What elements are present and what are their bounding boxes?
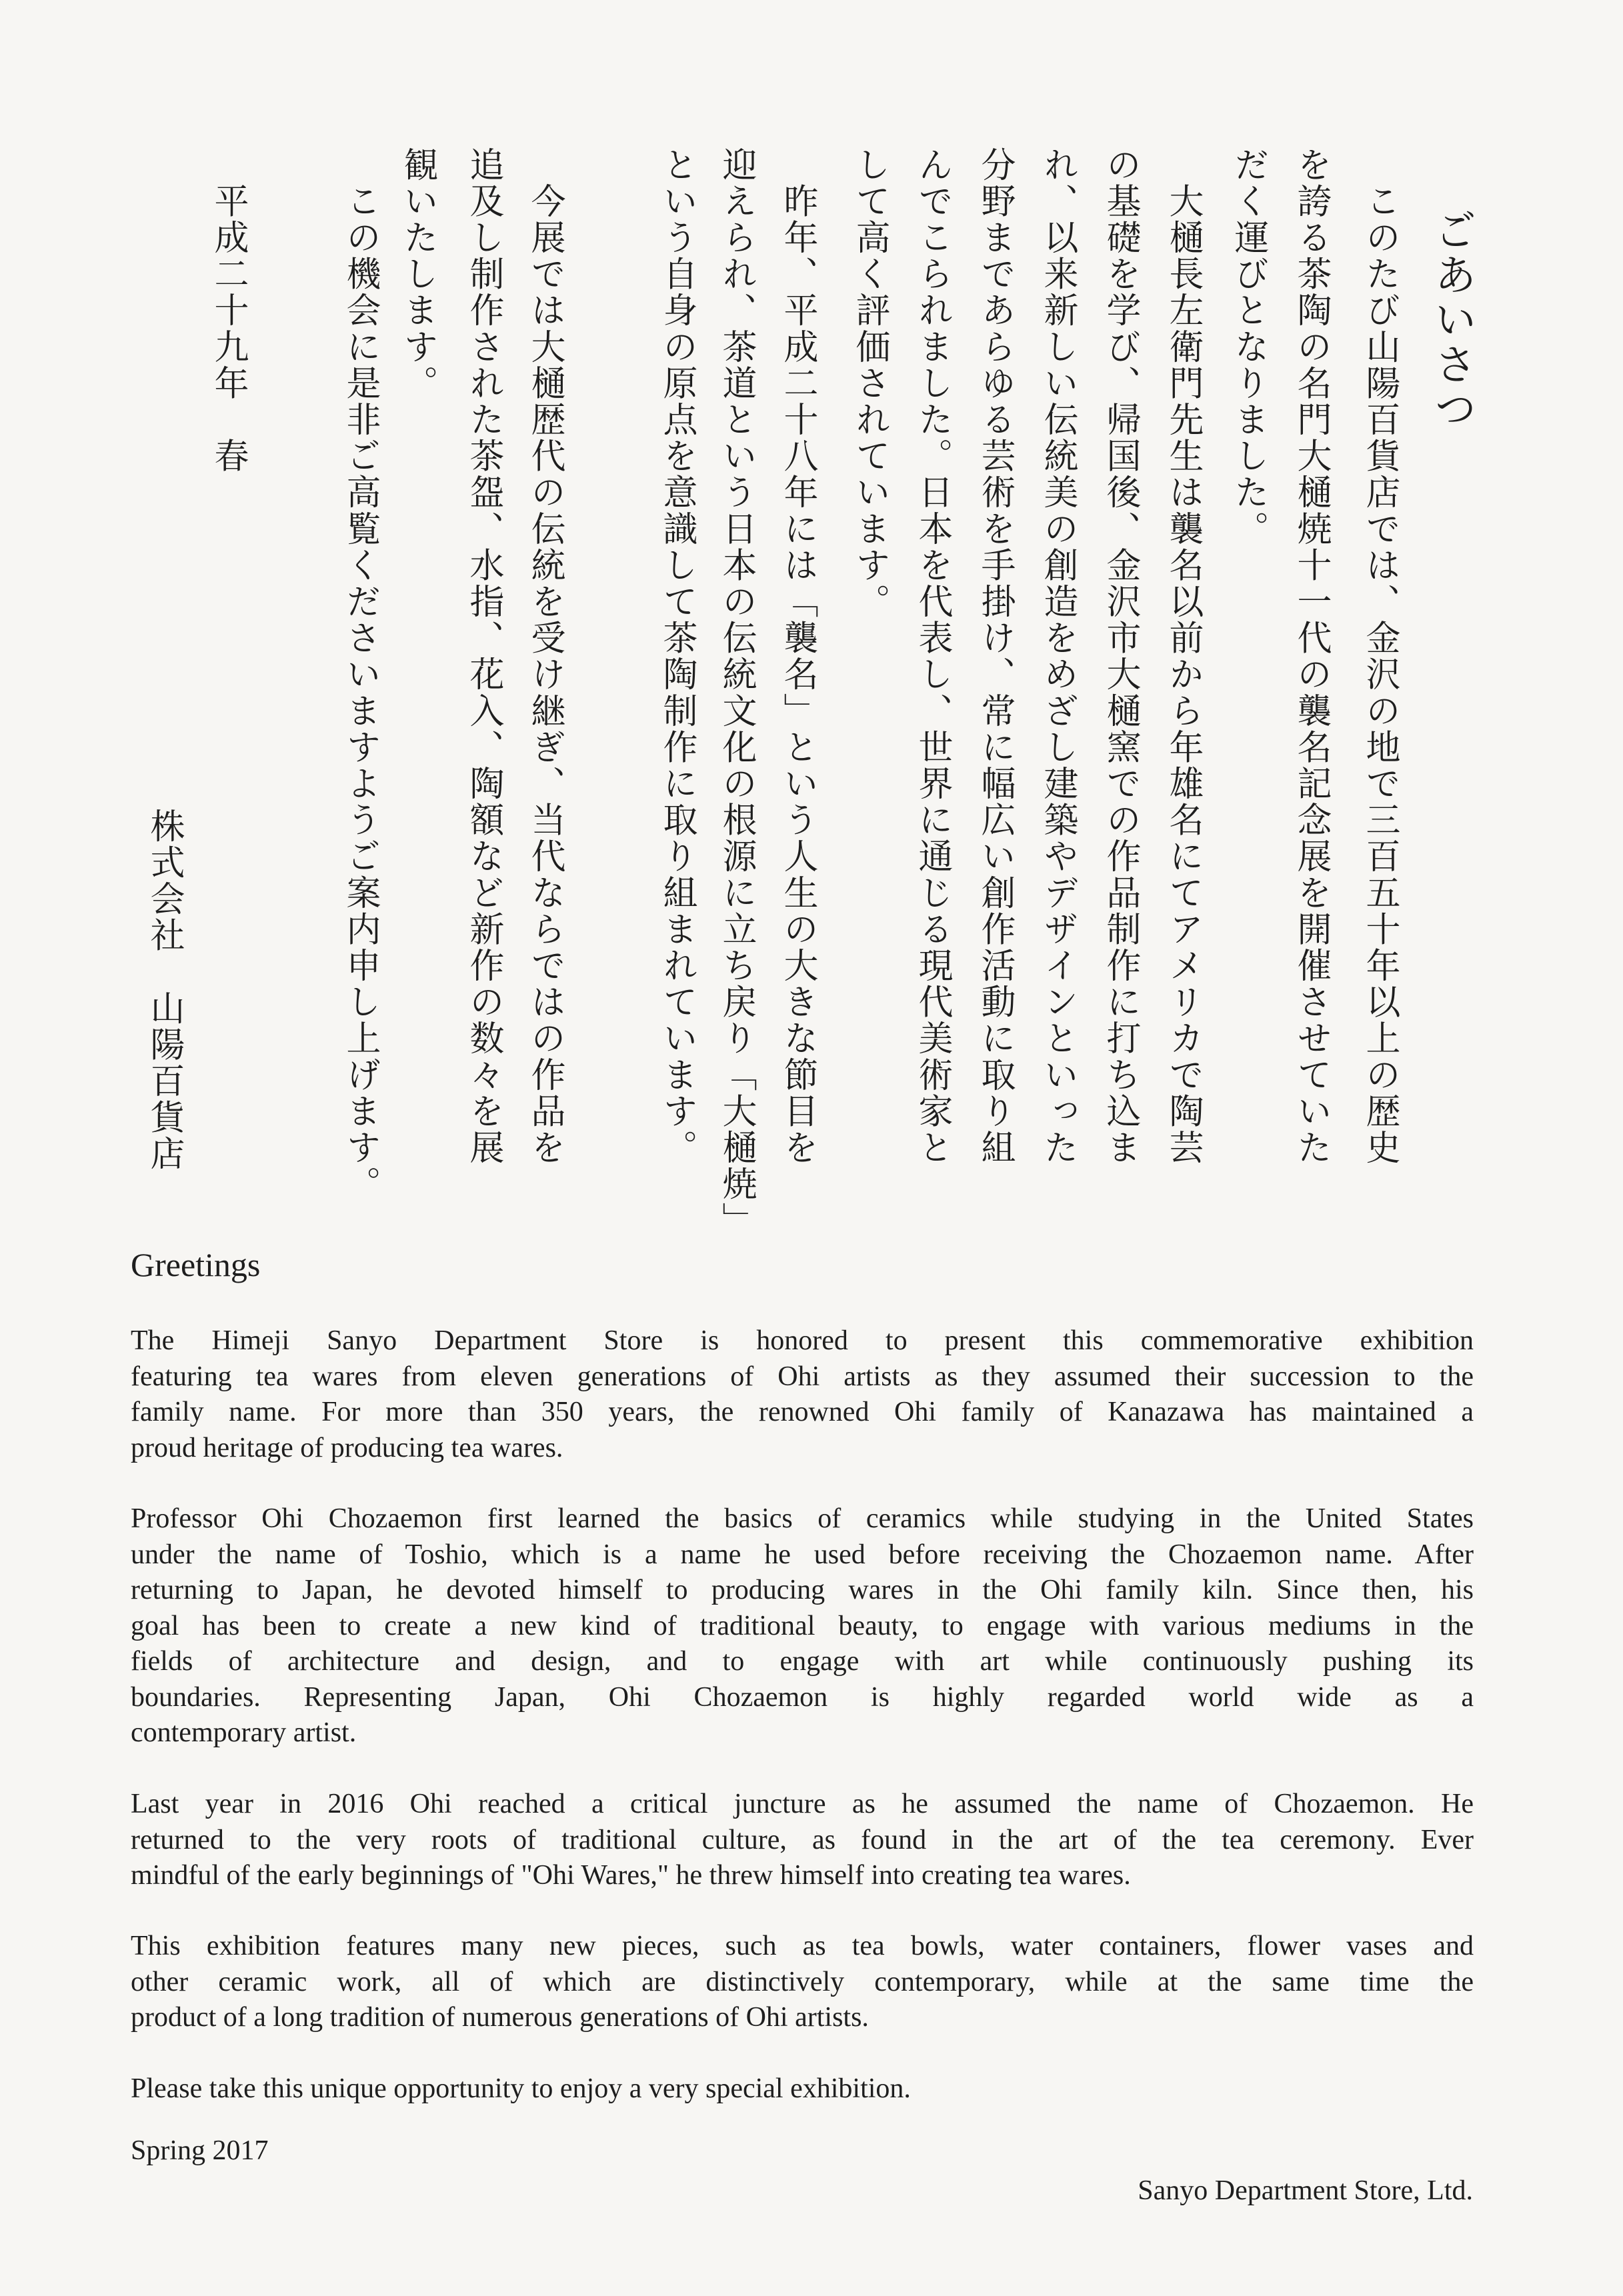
english-paragraph — [131, 1501, 1474, 1751]
paragraph-line: contemporary artist. — [131, 1717, 357, 1748]
paragraph-line: Last year in 2016 Ohi reached a critical juncture as he assumed the name of Chozaemon. He — [131, 1789, 1474, 1819]
japanese-column: を誇る茶陶の名門大樋焼十一代の襲名記念展を開催させていた — [1291, 147, 1331, 1166]
japanese-column: 大樋長左衛門先生は襲名以前から年雄名にてアメリカで陶芸 — [1163, 147, 1203, 1166]
paragraph-line: proud heritage of producing tea wares. — [131, 1432, 563, 1463]
japanese-title: ごあいさつ — [1427, 208, 1476, 431]
japanese-column: の基礎を学び、帰国後、金沢市大樋窯での作品制作に打ち込ま — [1100, 147, 1140, 1166]
japanese-column: 分野まであらゆる芸術を手掛け、常に幅広い創作活動に取り組 — [975, 147, 1015, 1166]
paragraph-line: Please take this unique opportunity to enjoy a very special exhibition. — [131, 2073, 911, 2104]
paragraph-line: other ceramic work, all of which are distinctively contemporary, while at the same time the — [131, 1966, 1474, 1997]
japanese-column: んでこられました。日本を代表し、世界に通じる現代美術家と — [912, 147, 952, 1166]
english-paragraph — [131, 1787, 1474, 1894]
japanese-column: この機会に是非ご高覧くださいますようご案内申し上げます。 — [340, 147, 380, 1203]
paragraph-line: goal has been to create a new kind of traditional beauty, to engage with various mediums in the — [131, 1610, 1474, 1641]
english-paragraph — [131, 1929, 1474, 2036]
english-paragraph — [131, 2071, 1474, 2107]
paragraph-line: product of a long tradition of numerous generations of Ohi artists. — [131, 2002, 869, 2033]
japanese-column: このたび山陽百貨店では、金沢の地で三百五十年以上の歴史 — [1360, 147, 1400, 1166]
paragraph-line: family name. For more than 350 years, the renowned Ohi family of Kanazawa has maintained a — [131, 1397, 1474, 1427]
paragraph-line: under the name of Toshio, which is a name he used before receiving the Chozaemon name. After — [131, 1539, 1474, 1570]
paragraph-line: The Himeji Sanyo Department Store is honored to present this commemorative exhibition — [131, 1325, 1474, 1356]
paragraph-line: This exhibition features many new pieces, such as tea bowls, water containers, flower vases and — [131, 1931, 1474, 1961]
paragraph-line: Professor Ohi Chozaemon first learned the basics of ceramics while studying in the United States — [131, 1503, 1474, 1534]
paragraph-line: returning to Japan, he devoted himself to producing wares in the Ohi family kiln. Since then, his — [131, 1575, 1474, 1605]
english-heading: Greetings — [131, 1246, 261, 1283]
japanese-column: 観いたします。 — [397, 147, 437, 402]
paragraph-line: boundaries. Representing Japan, Ohi Chozaemon is highly regarded world wide as a — [131, 1681, 1474, 1713]
japanese-column: という自身の原点を意識して茶陶制作に取り組まれています。 — [657, 147, 697, 1166]
paragraph-line: featuring tea wares from eleven generations of Ohi artists as they assumed their succession to the — [131, 1361, 1474, 1392]
paragraph-line: returned to the very roots of traditional culture, as found in the art of the tea ceremony. Ever — [131, 1824, 1474, 1855]
english-paragraph — [131, 1323, 1474, 1466]
english-signature: Sanyo Department Store, Ltd. — [1138, 2175, 1473, 2206]
japanese-column: 追及し制作された茶盌、水指、花入、陶額など新作の数々を展 — [463, 147, 503, 1166]
english-date: Spring 2017 — [131, 2135, 269, 2166]
paragraph-line: fields of architecture and design, and to engage with art while continuously pushing its — [131, 1646, 1474, 1677]
japanese-signature: 株式会社 山陽百貨店 — [144, 808, 184, 1172]
japanese-column: れ、以来新しい伝統美の創造をめざし建築やデザインといった — [1038, 147, 1078, 1166]
paragraph-line: mindful of the early beginnings of "Ohi Wares," he threw himself into creating tea wares. — [131, 1860, 1131, 1891]
japanese-column: して高く評価されています。 — [850, 147, 890, 620]
japanese-date: 平成二十九年 春 — [208, 147, 248, 475]
japanese-column: 今展では大樋歴代の伝統を受け継ぎ、当代ならではの作品を — [525, 147, 565, 1166]
japanese-column: 迎えられ、茶道という日本の伝統文化の根源に立ち戻り「大樋焼」 — [716, 147, 756, 1239]
japanese-column: 昨年、平成二十八年には「襲名」という人生の大きな節目を — [777, 147, 818, 1166]
japanese-column: だく運びとなりました。 — [1228, 147, 1268, 547]
